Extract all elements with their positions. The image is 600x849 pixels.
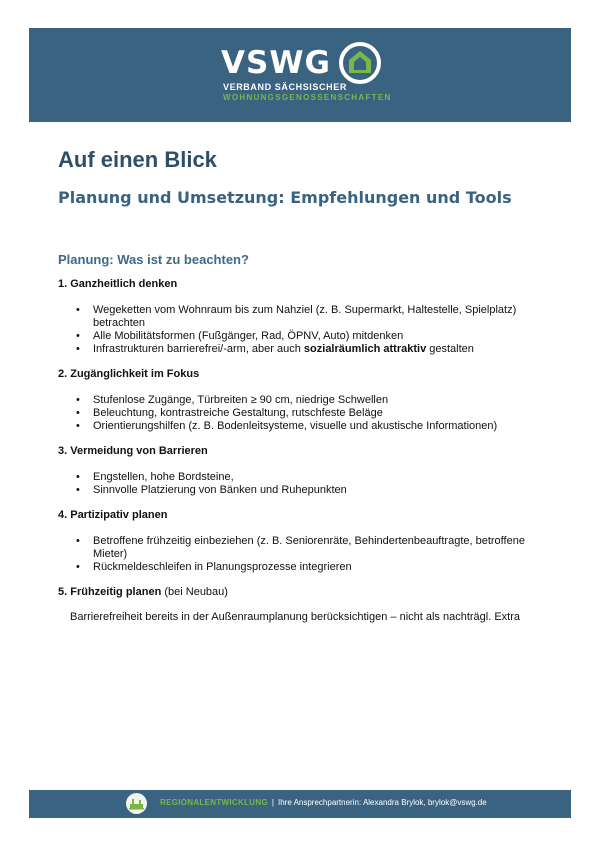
footer-brand: REGIONALENTWICKLUNG [160, 798, 268, 807]
bullet-list-4 [58, 535, 558, 574]
logo-wordmark: VSWG [221, 45, 331, 81]
bold-text: sozialräumlich attraktiv [303, 343, 427, 355]
bullet-list-3 [58, 471, 558, 497]
house-in-circle-icon [338, 41, 382, 85]
list-item: • Betroffene frühzeitig einbeziehen (z. B. Seniorenräte, Behindertenbeauftragte, betroffene Mieter) [93, 535, 558, 561]
page-subtitle: Planung und Umsetzung: Empfehlungen und Tools [58, 188, 512, 207]
list-item: • Stufenlose Zugänge, Türbreiten ≥ 90 cm, niedrige Schwellen [93, 394, 558, 407]
item-heading-2: 2. Zugänglichkeit im Fokus [58, 368, 200, 380]
list-item: • Engstellen, hohe Bordsteine, [93, 471, 558, 484]
heading-suffix: (bei Neubau) [161, 586, 228, 598]
heading-text: 5. Frühzeitig planen [58, 586, 162, 598]
footer-contact: Ihre Ansprechpartnerin: Alexandra Brylok, brylok@vswg.de [278, 798, 487, 807]
text: gestalten [426, 343, 474, 355]
paragraph: Barrierefreiheit bereits in der Außenraumplanung berücksichtigen – nicht als nachträgl. Extra [70, 611, 521, 623]
list-item: • Sinnvolle Platzierung von Bänken und Ruhepunkten [93, 484, 558, 497]
item-heading-5 [58, 586, 558, 599]
text: Infrastrukturen barrierefrei/-arm, aber auch [93, 343, 304, 355]
vswg-logo [221, 44, 391, 108]
item-heading-3: 3. Vermeidung von Barrieren [58, 445, 208, 457]
content-body [58, 278, 558, 624]
logo-line-2: WOHNUNGSGENOSSENSCHAFTEN [223, 93, 392, 102]
list-item [93, 343, 558, 356]
item-heading-1: 1. Ganzheitlich denken [58, 278, 178, 290]
list-item: • Alle Mobilitätsformen (Fußgänger, Rad, ÖPNV, Auto) mitdenken [93, 330, 558, 343]
list-item: • Beleuchtung, kontrastreiche Gestaltung, rutschfeste Beläge [93, 407, 558, 420]
bullet-list-2 [58, 394, 558, 433]
footer-text [160, 797, 487, 809]
list-item: • Wegeketten vom Wohnraum bis zum Nahziel (z. B. Supermarkt, Haltestelle, Spielplatz) betrachten [93, 304, 558, 330]
logo-line-1: VERBAND SÄCHSISCHER [223, 82, 347, 92]
regional-development-icon [126, 793, 147, 814]
bullet-list-1 [58, 304, 558, 356]
page-title: Auf einen Blick [58, 147, 217, 172]
section-title: Planung: Was ist zu beachten? [58, 252, 249, 267]
item-heading-4: 4. Partizipativ planen [58, 509, 168, 521]
list-item: • Orientierungshilfen (z. B. Bodenleitsysteme, visuelle und akustische Informationen) [93, 420, 558, 433]
list-item: • Rückmeldeschleifen in Planungsprozesse integrieren [93, 561, 558, 574]
footer-separator: | [271, 798, 274, 807]
